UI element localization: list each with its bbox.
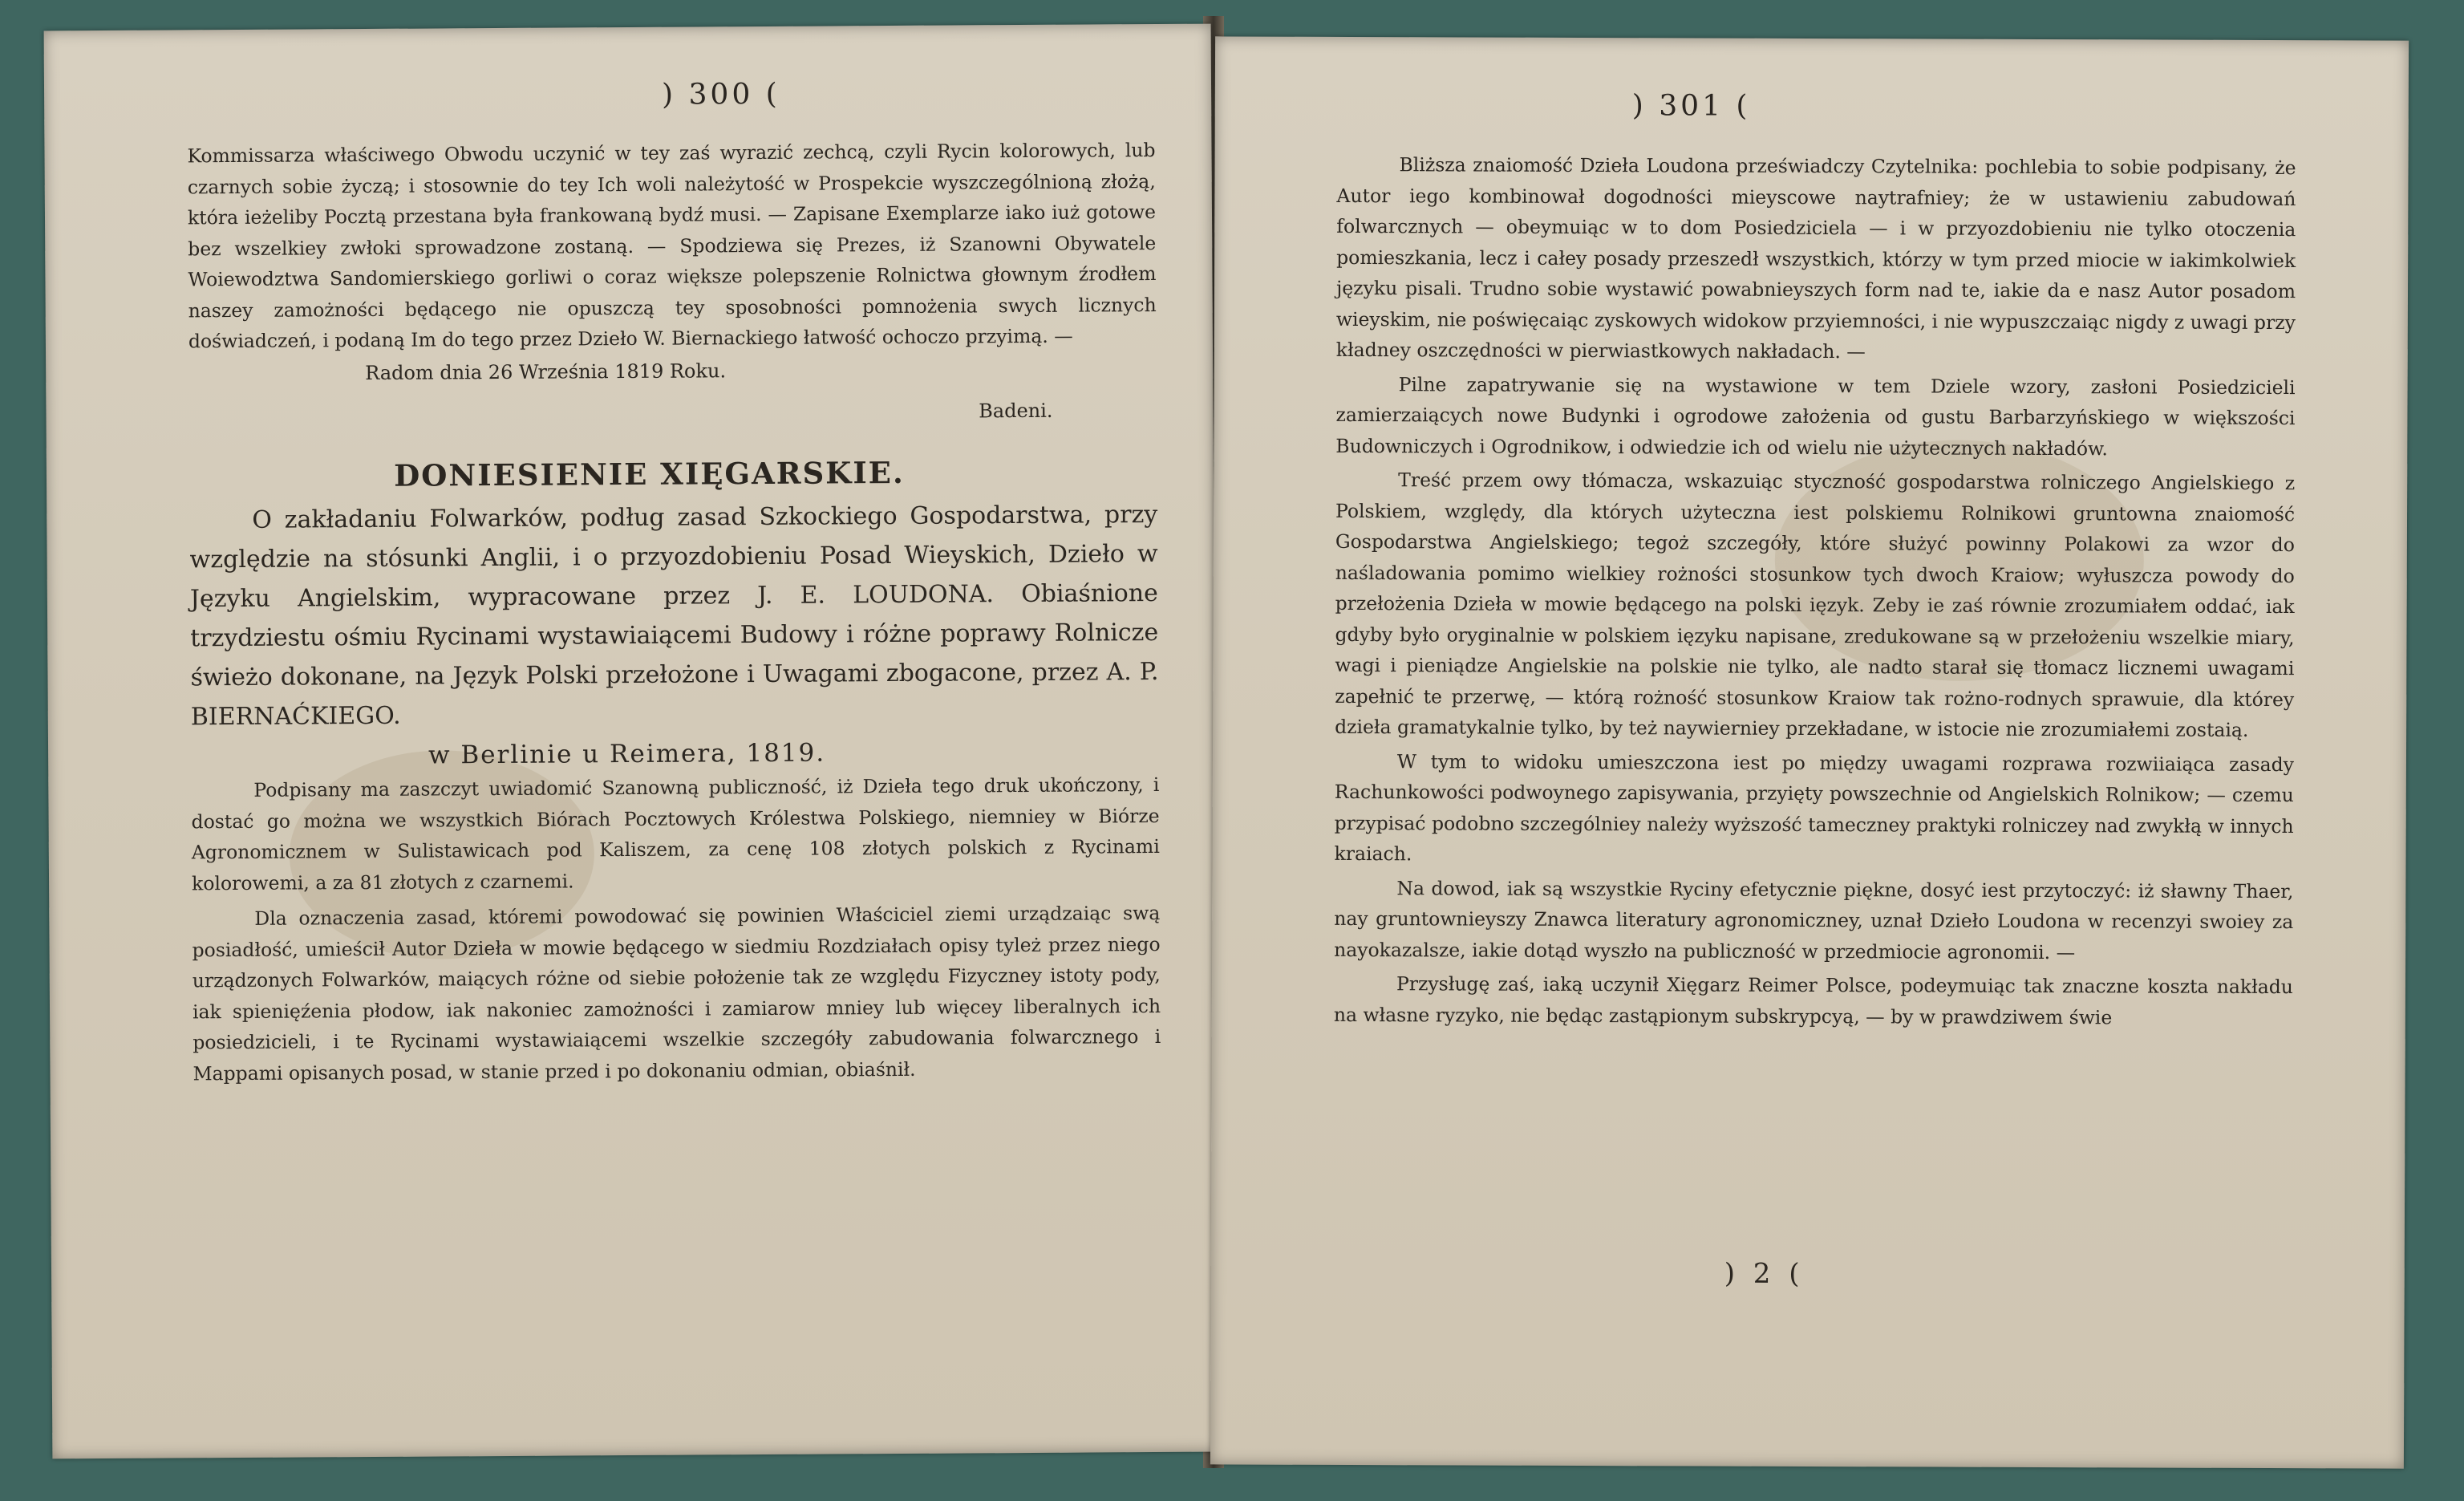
paragraph: W tym to widoku umieszczona iest po między uwagami rozprawa rozwiiaiąca zasady Rachunkowości podwoynego zapisywania, przyięty powszechnie od Angielskich Rolnikow; — czemu przypisać podobno szczególniey należy wyższość tameczney praktyki rolniczey nad zwykłą w innych kraiach. <box>1334 749 2295 866</box>
signature: Badeni. <box>979 399 1053 423</box>
left-text-block <box>44 135 1217 1090</box>
announcement-heading: DONIESIENIE XIĘGARSKIE. <box>394 454 905 493</box>
paragraph: Pilne zapatrywanie się na wystawione w tem Dziele wzory, zasłoni Posiedzicieli zamierzaiących nowe Budynki i ogrodowe założenia od gustu Barbarzyńskiego w większości Budowniczych i Ogrodnikow, i odwiedzie ich od wielu nie użytecznych nakładów. <box>1335 372 2296 460</box>
paragraph: Bliższa znaiomość Dzieła Loudona przeświadczy Czytelnika: pochlebia to sobie podpisany, że Autor iego kombinował dogodności mieyscowe naytrafniey; że w ustawieniu zabudowań folwarcznych — obeymuiąc w to dom Posiedziciela — i w przyozdobieniu nie tylko otoczenia pomieszkania, lecz i całey posady przeszedł wszystkich, którzy w tym przed miocie w iakimkolwiek języku pisali. Trudno sobie wystawić powabnieyszych form nad te, iakie da e nasz Autor posadom wieyskim, nie poświęcaiąc zyskowych widokow przyiemności, i nie wypuszczaiąc nigdy z uwagi przy kładney oszczędności w pierwiastkowych nakładach. — <box>1335 153 2296 363</box>
paragraph: Podpisany ma zaszczyt uwiadomić Szanowną publiczność, iż Dzieła tego druk ukończony, i dostać go można we wszystkich Biórach Pocztowych Królestwa Polskiego, niemniey w Biórze Agronomicznem w Sulistawicach pod Kaliszem, za cenę 108 złotych polskich z Rycinami kolorowemi, a za 81 złotych z czarnemi. <box>191 773 1160 895</box>
page-number: ) 300 ( <box>661 77 780 112</box>
left-page <box>44 24 1220 1459</box>
book-title: O zakładaniu Folwarków, podług zasad Szkockiego Gospodarstwa, przy względzie na stósunki Anglii, i o przyozdobieniu Posad Wieyskich, Dzieło w Języku Angielskim, wypracowane przez J. E. LOUDONA. Obiaśnione trzydziestu ośmiu Rycinami wystawiaiącemi Budowy i różne poprawy Rolnicze świeżo dokonane, na Język Polski przełożone i Uwagami zbogacone, przez A. P. BIERNAĆKIEGO. <box>189 500 1159 731</box>
publication-place: w Berlinie u Reimera, 1819. <box>428 738 826 770</box>
paragraph: Treść przem owy tłómacza, wskazuiąc styczność gospodarstwa rolniczego Angielskiego z Polskiem, względy, dla których użyteczna iest polskiemu Rolnikowi gruntowna znaiomość Gospodarstwa Angielskiego; tegoż szczegóły, które służyć powinny Polakowi za wzor do naśladowania pomimo wielkiey rożności stosunkow tych dwoch Kraiow; wyłuszcza powody do przełożenia Dzieła w mowie będącego na polski ięzyk. Zeby ie zaś równie zrozumiałem oddać, iak gdyby było oryginalnie w polskiem ięzyku napisane, zredukowane są w przełożeniu wszelkie miary, wagi i pieniądze Angielskie na polskie nie tylko, ale nadto starał się tłomacz licznemi uwagami zapełnić te przerwę, — którą rożność stosunkow Kraiow tak rożno-rodnych sprawuie, dla którey dzieła gramatykalnie tylko, by też naywierniey przekładane, w istocie nie zrozumiałemi zostaią. <box>1335 469 2296 741</box>
catchword: ) 2 ( <box>1724 1257 1805 1290</box>
date-line: Radom dnia 26 Września 1819 Roku. <box>365 359 727 384</box>
page-number: ) 301 ( <box>1631 89 1751 123</box>
right-text-block <box>1212 148 2409 1033</box>
paragraph: Dla oznaczenia zasad, któremi powodować się powinien Właściciel ziemi urządzaiąc swą posiadłość, umieścił Autor Dzieła w mowie będącego w siedmiu Rozdziałach opisy tyleż przez niego urządzonych Folwarków, maiących różne od siebie położenie tak ze względu Fizyczney istoty pody, iak spienięźenia płodow, iak nakoniec zamożności i zamiarow mniey lub więcey liberalnych ich posiedzicieli, i te Rycinami wystawiaiącemi wszelkie szczegóły zabudowania folwarcznego i Mappami opisanych posad, w stanie przed i po dokonaniu odmian, obiaśnił. <box>192 901 1161 1085</box>
paragraph: Przysługę zaś, iaką uczynił Xięgarz Reimer Polsce, podeymuiąc tak znaczne koszta nakładu na własne ryzyko, nie będąc zastąpionym subskrypcyą, — by w prawdziwem świe <box>1333 972 2294 1028</box>
right-page <box>1210 36 2409 1468</box>
paragraph: Kommissarza właściwego Obwodu uczynić w tey zaś wyrazić zechcą, czyli Rycin kolorowych, lub czarnych sobie życzą; i stosownie do tey Ich woli należytość w Prospekcie wyszczególnioną złożą, która ieżeliby Pocztą przestana była frankowaną bydź musi. — Zapisane Exemplarze iako iuż gotowe bez wszelkiey zwłoki sprowadzone zostaną. — Spodziewa się Prezes, iż Szanowni Obywatele Woiewodztwa Sandomierskiego gorliwi o coraz większe polepszenie Rolnictwa głownym źrodłem naszey zamożności będącego nie opuszczą tey sposobności pomnożenia swych licznych doświadczeń, i podaną Im do tego przez Dzieło W. Biernackiego łatwość ochoczo przyimą. — <box>187 138 1157 353</box>
paragraph: Na dowod, iak są wszystkie Ryciny efetycznie piękne, dosyć iest przytoczyć: iż sławny Thaer, nay gruntownieyszy Znawca literatury agronomiczney, uznał Dzieło Loudona w recenzyi swoiey za nayokazalsze, iakie dotąd wyszło na publiczność w przedmiocie agronomii. — <box>1334 876 2294 963</box>
